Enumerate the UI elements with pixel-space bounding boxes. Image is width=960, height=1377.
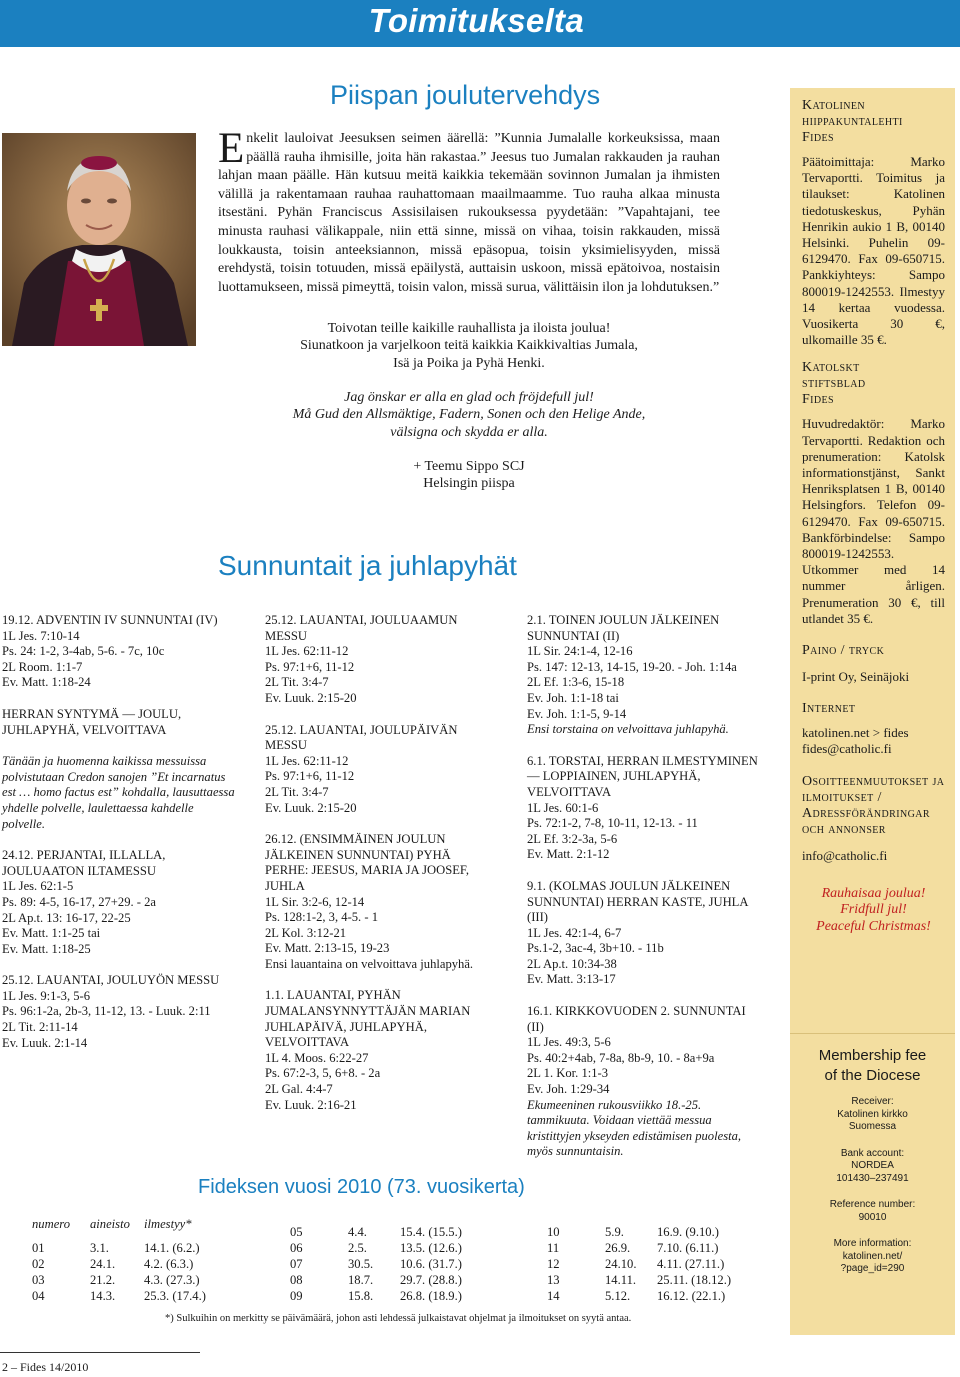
reading-line: 1L Sir. 24:1-4, 12-16	[527, 644, 633, 659]
membership-receiver: Receiver: Katolinen kirkko Suomessa	[837, 1096, 908, 1132]
table-cell: 4.4.	[348, 1225, 367, 1239]
table-cell: 30.5.	[348, 1257, 374, 1271]
table-cell: 15.4. (15.5.)	[400, 1225, 462, 1239]
sidebar-heading: Katolinen hiippakuntalehti Fides	[802, 98, 903, 145]
calendar-entry	[2, 707, 238, 832]
col-header-numero: numero	[32, 1217, 71, 1231]
membership-info: More information: katolinen.net/ ?page_id=290	[833, 1238, 912, 1274]
calendar-column-2	[265, 613, 497, 1129]
table-cell: 05	[290, 1225, 303, 1239]
reading-line: Ps. 89: 4-5, 16-17, 27+29. - 2a	[2, 894, 157, 909]
reading-line: 1L Jes. 62:11-12	[265, 644, 349, 659]
reading-line: 1L Jes. 62:1-5	[2, 879, 74, 894]
header-banner	[0, 0, 960, 47]
table-cell: 14.11.	[605, 1273, 637, 1287]
calendar-entry	[2, 613, 238, 691]
membership-box	[790, 1033, 955, 1335]
reading-line: 1L Jes. 62:11-12	[265, 753, 349, 768]
table-row	[32, 1256, 206, 1272]
table-cell: 04	[32, 1289, 45, 1303]
bishop-photo	[2, 133, 196, 346]
reading-line: Ps. 128:1-2, 3, 4-5. - 1	[265, 910, 378, 925]
table-cell: 3.1.	[90, 1241, 109, 1255]
table-cell: 14	[547, 1289, 560, 1303]
reading-line: Ev. Matt. 2:13-15, 19-23	[265, 941, 390, 956]
table-cell: 5.12.	[605, 1289, 631, 1303]
sidebar-email[interactable]: fides@catholic.fi	[802, 741, 892, 757]
table-cell: 25.3. (17.4.)	[144, 1289, 206, 1303]
calendar-entry	[527, 1004, 760, 1160]
reading-line: 2L Kol. 3:12-21	[265, 925, 347, 940]
reading-line: Ev. Matt. 1:1-25 tai	[2, 926, 101, 941]
table-cell: 10	[547, 1225, 560, 1239]
entry-title: 9.1. (KOLMAS JOULUN JÄLKEINEN SUNNUNTAI) HERRAN KASTE, JUHLA (III)	[527, 878, 748, 925]
table-cell: 4.3. (27.3.)	[144, 1273, 200, 1287]
calendar-headline: Sunnuntait ja juhlapyhät	[218, 550, 517, 581]
footer-divider	[0, 1352, 200, 1353]
entry-title: 2.1. TOINEN JOULUN JÄLKEINEN SUNNUNTAI (II)	[527, 613, 720, 643]
table-cell: 14.1. (6.2.)	[144, 1241, 200, 1255]
reading-line: Ev. Luuk. 2:16-21	[265, 1097, 357, 1112]
reading-line: Ev. Luuk. 2:1-14	[2, 1035, 88, 1050]
entry-title: 16.1. KIRKKOVUODEN 2. SUNNUNTAI (II)	[527, 1004, 746, 1034]
table-cell: 16.12. (22.1.)	[657, 1289, 726, 1303]
table-cell: 4.2. (6.3.)	[144, 1257, 194, 1271]
table-cell: 15.8.	[348, 1289, 374, 1303]
reading-line: 1L Jes. 60:1-6	[527, 800, 599, 815]
entry-title: 24.12. PERJANTAI, ILLALLA, JOULUAATON ILTAMESSU	[2, 848, 166, 878]
table-cell: 26.8. (18.9.)	[400, 1289, 462, 1303]
reading-line: 2L Ap.t. 10:34-38	[527, 956, 617, 971]
table-row	[547, 1240, 731, 1256]
sidebar-heading: Internet	[802, 701, 856, 717]
table-cell: 29.7. (28.8.)	[400, 1273, 462, 1287]
page-footer: 2 – Fides 14/2010	[2, 1360, 89, 1374]
sidebar-link[interactable]: katolinen.net > fides	[802, 725, 909, 741]
entry-note: Tänään ja huomenna kaikissa messuissa polvistutaan Credon sanojen ”Et incarnatus est … homo factus est” kohdalla, lausuttaessa yhdelle polvelle, laulettaessa kahdelle polvelle.	[2, 754, 235, 831]
sidebar-heading: Osoitteenmuutokset ja ilmoitukset / Adressförändringar och annonser	[802, 773, 945, 837]
reading-line: 2L Tit. 3:4-7	[265, 675, 329, 690]
reading-line: Ps. 147: 12-13, 14-15, 19-20. - Joh. 1:14a	[527, 659, 737, 674]
greetings	[802, 886, 945, 936]
reading-line: Ev. Matt. 2:1-12	[527, 847, 610, 862]
calendar-entry	[527, 754, 760, 863]
reading-line: Ev. Luuk. 2:15-20	[265, 690, 357, 705]
table-row	[32, 1272, 206, 1288]
reading-line: Ev. Matt. 1:18-24	[2, 675, 91, 690]
section-title: Toimitukselta	[368, 2, 584, 39]
wish-line: välsigna och skydda er alla.	[390, 424, 548, 440]
reading-line: 2L Ef. 3:2-3a, 5-6	[527, 831, 618, 846]
table-cell: 02	[32, 1257, 45, 1271]
calendar-column-3	[527, 613, 760, 1176]
reading-line: Ps. 40:2+4ab, 7-8a, 8b-9, 10. - 8a+9a	[527, 1050, 715, 1065]
table-cell: 01	[32, 1241, 45, 1255]
reading-line: Ensi lauantaina on velvoittava juhlapyhä.	[265, 956, 474, 971]
signature-title: Helsingin piispa	[423, 476, 515, 492]
bishop-portrait-image	[2, 133, 196, 346]
calendar-entry	[265, 613, 497, 707]
reading-line: Ps. 72:1-2, 7-8, 10-11, 12-13. - 11	[527, 816, 698, 831]
table-cell: 24.10.	[605, 1257, 637, 1271]
table-cell: 09	[290, 1289, 303, 1303]
table-cell: 13.5. (12.6.)	[400, 1241, 462, 1255]
signature	[218, 458, 720, 493]
greeting-line: Rauhaisaa joulua!	[821, 885, 926, 901]
table-cell: 12	[547, 1257, 560, 1271]
entry-title: 19.12. ADVENTIN IV SUNNUNTAI (IV)	[2, 613, 218, 627]
membership-reference: Reference number: 90010	[829, 1199, 916, 1223]
schedule-table-2	[290, 1224, 462, 1304]
reading-line: 2L Ap.t. 13: 16-17, 22-25	[2, 910, 131, 925]
reading-line: Ev. Luuk. 2:15-20	[265, 800, 357, 815]
reading-line: 1L Jes. 49:3, 5-6	[527, 1035, 611, 1050]
article-text: nkelit lauloivat Jeesuksen seimen äärellä: ”Kunnia Jumalalle korkeuksissa, maan päällä rauha ihmisille, joita hän rakastaa.” Jeesus tuo Jumalan rakkauden ja rauhan lahjan maan päälle. Hän kutsuu meitä kaikkia tekemään sovinnon Jumalan ja ihmisten välillä ja rakentamaan rauhaa rauhattomaan maailmaamme. Tuo rauha alkaa minusta itsestäni. Pyhän Franciscus Assisilaisen rukouksessa pyydetään: ”Vapahtajani, tee minusta rauhasi välikappale, niin että sinne, missä on vihaa, toisin rakkauden, missä loukkausta, toisin anteeksiannon, missä epäsopua, toisin yksimielisyyden, missä erehdystä, toisin totuuden, missä epäilystä, auttaisin uskoon, missä epätoivoa, nostaisin luottamukseen, missä pimeyttä, toisin valon, missä surua, välittäisin ilon ja lohdutuksen.”	[218, 131, 720, 295]
entry-title: 1.1. LAUANTAI, PYHÄN JUMALANSYNNYTTÄJÄN MARIAN JUHLAPÄIVÄ, JUHLAPYHÄ, VELVOITTAVA	[265, 988, 471, 1050]
reading-line: Ps. 96:1-2a, 2b-3, 11-12, 13. - Luuk. 2:11	[2, 1004, 211, 1019]
reading-line: 1L Jes. 42:1-4, 6-7	[527, 925, 622, 940]
membership-bank: Bank account: NORDEA 101430–237491	[836, 1147, 909, 1184]
table-cell: 7.10. (6.11.)	[657, 1241, 719, 1255]
table-cell: 07	[290, 1257, 303, 1271]
table-cell: 14.3.	[90, 1289, 116, 1303]
wish-line: Må Gud den Allsmäktige, Fadern, Sonen och den Helige Ande,	[292, 407, 646, 423]
table-cell: 10.6. (31.7.)	[400, 1257, 462, 1271]
greeting-line: Fridfull jul!	[840, 902, 907, 918]
table-row	[547, 1256, 731, 1272]
wish-line: Isä ja Poika ja Pyhä Henki.	[393, 355, 545, 371]
reading-line: 2L Gal. 4:4-7	[265, 1082, 333, 1097]
table-row	[547, 1272, 731, 1288]
table-row	[290, 1224, 462, 1240]
table-row	[290, 1256, 462, 1272]
schedule-footnote: *) Sulkuihin on merkitty se päivämäärä, johon asti lehdessä julkaistavat ohjelmat ja ilmoitukset on syytä antaa.	[165, 1313, 632, 1324]
membership-title: Membership fee of the Diocese	[818, 1047, 927, 1084]
swedish-wish	[218, 389, 720, 441]
table-row	[290, 1288, 462, 1304]
entry-title: 6.1. TORSTAI, HERRAN ILMESTYMINEN — LOPPIAINEN, JUHLAPYHÄ, VELVOITTAVA	[527, 753, 758, 799]
table-cell: 4.11. (27.11.)	[657, 1257, 725, 1271]
table-row	[547, 1288, 731, 1304]
schedule-table-3	[547, 1224, 731, 1304]
calendar-entry	[527, 879, 760, 988]
article-headline: Piispan joulutervehdys	[330, 80, 601, 110]
publisher-sidebar	[790, 88, 955, 1033]
reading-line: Ps. 67:2-3, 5, 6+8. - 2a	[265, 1066, 381, 1081]
table-cell: 18.7.	[348, 1273, 374, 1287]
col-header-aineisto: aineisto	[90, 1217, 130, 1231]
reading-line: 1L 4. Moos. 6:22-27	[265, 1050, 369, 1065]
table-row	[290, 1272, 462, 1288]
drop-cap: E	[218, 125, 245, 172]
reading-line: 2L Room. 1:1-7	[2, 659, 83, 674]
wish-line: Jag önskar er alla en glad och fröjdefull jul!	[344, 390, 594, 405]
reading-line: 1L Jes. 7:10-14	[2, 628, 80, 643]
reading-line: 2L 1. Kor. 1:1-3	[527, 1066, 609, 1081]
reading-line: 2L Tit. 3:4-7	[265, 784, 329, 799]
table-row	[290, 1240, 462, 1256]
calendar-entry	[265, 832, 497, 972]
calendar-entry	[265, 723, 497, 817]
sidebar-heading: Katolskt stiftsblad Fides	[802, 360, 866, 408]
table-cell: 5.9.	[605, 1225, 624, 1239]
table-cell: 26.9.	[605, 1241, 631, 1255]
reading-line: 2L Tit. 2:11-14	[2, 1020, 78, 1035]
sidebar-email[interactable]: info@catholic.fi	[802, 847, 888, 863]
sidebar-heading: Paino / tryck	[802, 643, 885, 659]
table-cell: 08	[290, 1273, 303, 1287]
wish-line: Siunatkoon ja varjelkoon teitä kaikkia Kaikkivaltias Jumala,	[300, 338, 638, 354]
reading-line: Ev. Matt. 1:18-25	[2, 941, 91, 956]
reading-line: 1L Jes. 9:1-3, 5-6	[2, 988, 91, 1003]
table-cell: 24.1.	[90, 1257, 116, 1271]
table-row	[547, 1224, 731, 1240]
calendar-entry	[527, 613, 760, 738]
reading-line: Ps. 97:1+6, 11-12	[265, 769, 355, 784]
entry-title: 26.12. (ENSIMMÄINEN JOULUN JÄLKEINEN SUNNUNTAI) PYHÄ PERHE: JEESUS, MARIA JA JOOSEF, JUHLA	[265, 832, 470, 893]
greeting-line: Peaceful Christmas!	[816, 918, 931, 934]
sidebar-text: I-print Oy, Seinäjoki	[802, 669, 910, 685]
table-cell: 03	[32, 1273, 45, 1287]
reading-line: 1L Sir. 3:2-6, 12-14	[265, 894, 365, 909]
entry-title: HERRAN SYNTYMÄ — JOULU, JUHLAPYHÄ, VELVOITTAVA	[2, 706, 182, 737]
finnish-wish	[218, 320, 720, 372]
table-cell: 25.11. (18.12.)	[657, 1273, 732, 1287]
table-cell: 21.2.	[90, 1273, 116, 1287]
reading-line: Ps.1-2, 3ac-4, 3b+10. - 11b	[527, 941, 664, 956]
wish-line: Toivotan teille kaikille rauhallista ja iloista joulua!	[327, 321, 611, 336]
reading-line: 2L Ef. 1:3-6, 15-18	[527, 675, 625, 690]
signature-name: + Teemu Sippo SCJ	[413, 459, 525, 474]
sidebar-text: Päätoimittaja: Marko Tervaportti. Toimitus ja tilaukset: Katolinen tiedotuskeskus, Pyhän Henrikin aukio 1 B, 00140 Helsinki. Puhelin 09-6129470. Fax 09-650715. Pankkiyhteys: Sampo 800019-1242553. Ilmestyy 14 kertaa vuodessa. Vuosikerta 30 €, ulkomaille 35 €.	[802, 154, 945, 348]
table-cell: 11	[547, 1241, 560, 1255]
table-row	[32, 1288, 206, 1304]
schedule-table-1	[32, 1216, 206, 1304]
reading-line: Ev. Joh. 1:29-34	[527, 1082, 610, 1097]
table-cell: 16.9. (9.10.)	[657, 1225, 719, 1239]
entry-note: Ekumeeninen rukousviikko 18.-25. tammikuuta. Voidaan viettää messua kristittyjen ykseyden edistämisen puolesta, myös sunnuntaisin.	[527, 1097, 742, 1159]
calendar-entry	[2, 973, 238, 1051]
calendar-entry	[2, 848, 238, 957]
calendar-column-1	[2, 613, 238, 1067]
reading-line: Ev. Joh. 1:1-5, 9-14	[527, 706, 627, 721]
article-body	[218, 125, 720, 297]
reading-line: Ev. Matt. 3:13-17	[527, 972, 616, 987]
table-row	[32, 1240, 206, 1256]
reading-line: Ps. 97:1+6, 11-12	[265, 659, 355, 674]
table-cell: 06	[290, 1241, 303, 1255]
reading-line: Ps. 24: 1-2, 3-4ab, 5-6. - 7c, 10c	[2, 644, 165, 659]
reading-line: Ev. Joh. 1:1-18 tai	[527, 690, 619, 705]
table-cell: 2.5.	[348, 1241, 367, 1255]
schedule-headline: Fideksen vuosi 2010 (73. vuosikerta)	[198, 1176, 525, 1198]
col-header-ilmestyy: ilmestyy*	[144, 1217, 192, 1231]
entry-title: 25.12. LAUANTAI, JOULUAAMUN MESSU	[265, 613, 458, 643]
entry-title: 25.12. LAUANTAI, JOULUYÖN MESSU	[2, 973, 220, 988]
calendar-entry	[265, 988, 497, 1113]
sidebar-text: Huvudredaktör: Marko Tervaportti. Redaktion och prenumeration: Katolsk informationstjänst, Sankt Henriksplatsen 1 B, 00140 Helsingfors. Telefon 09-6129470. Fax 09-650715. Bankförbindelse: Sampo 800019-1242553. Utkommer med 14 nummer årligen. Prenumeration 30 €, till utlandet 35 €.	[802, 416, 945, 626]
entry-note: Ensi torstaina on velvoittava juhlapyhä.	[527, 722, 729, 737]
entry-title: 25.12. LAUANTAI, JOULUPÄIVÄN MESSU	[265, 722, 458, 753]
table-cell: 13	[547, 1273, 560, 1287]
